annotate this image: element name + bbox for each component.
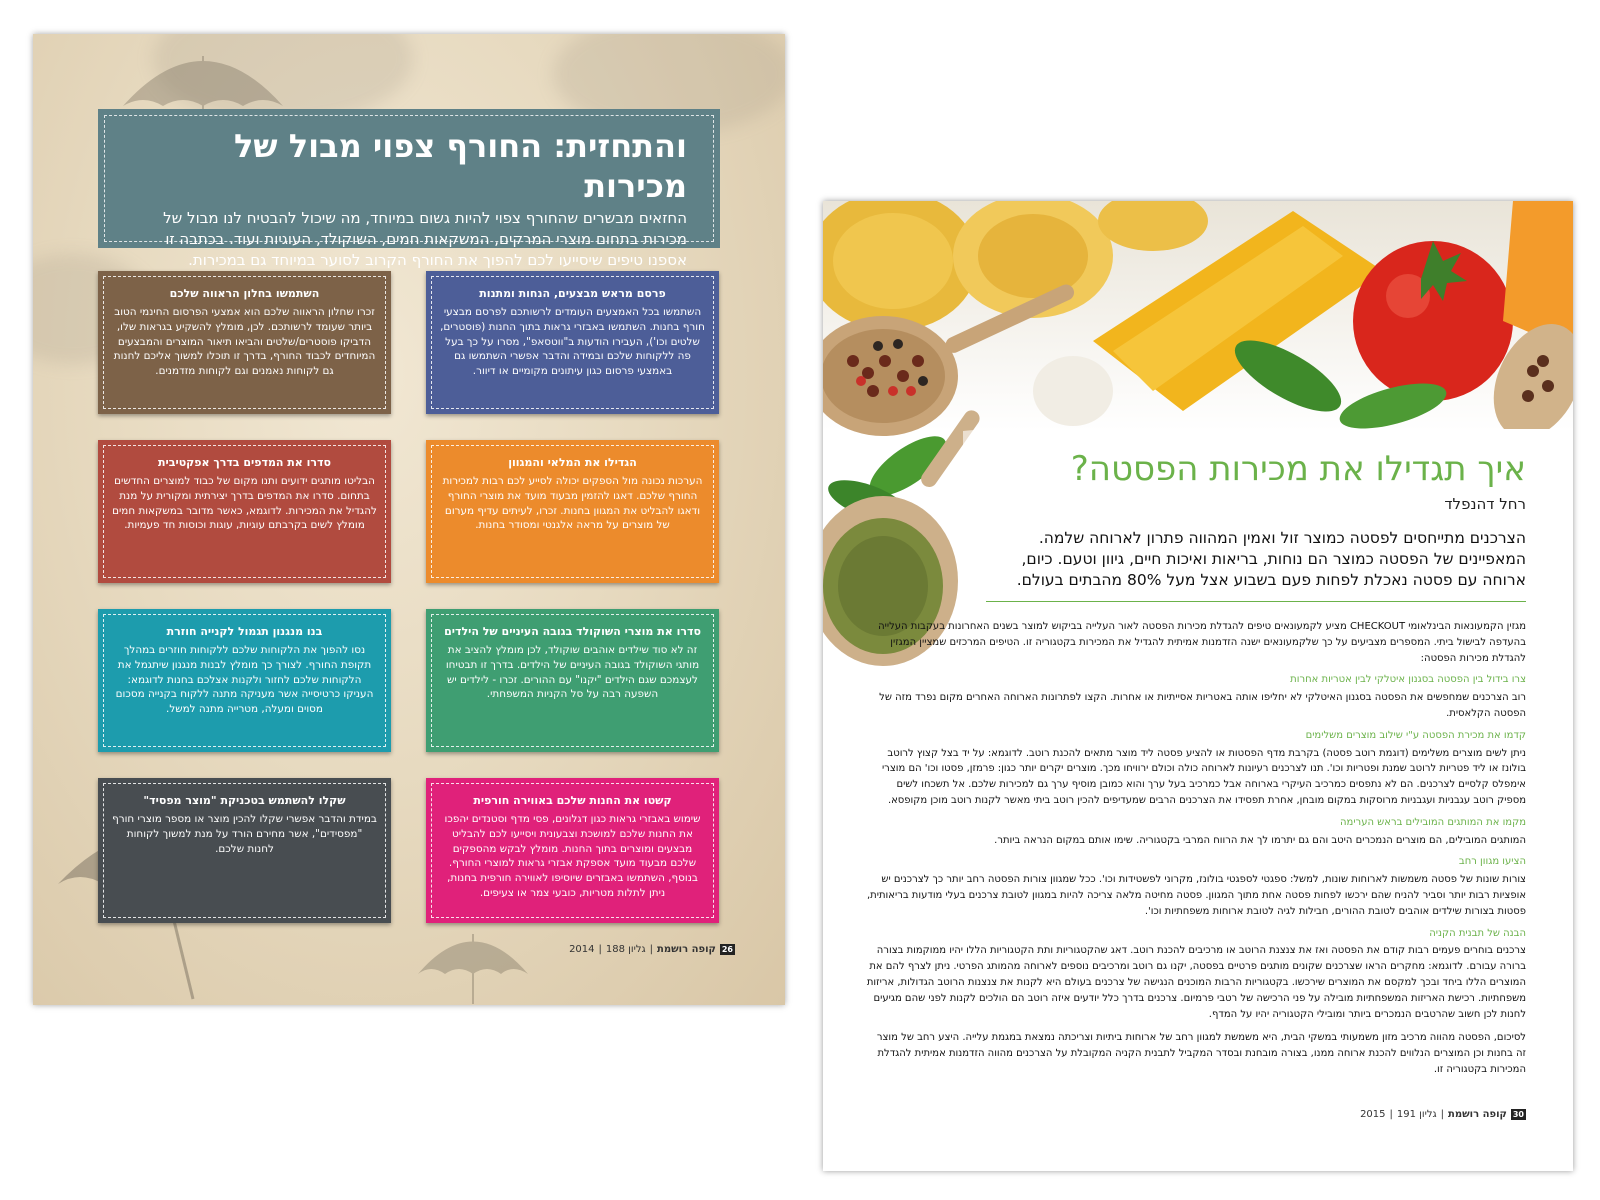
tip-card bbox=[426, 440, 719, 583]
page-footer bbox=[1360, 1109, 1526, 1120]
page-footer bbox=[569, 944, 735, 955]
footer-separator: | bbox=[1440, 1109, 1445, 1120]
section-text: צרכנים בוחרים פעמים רבות קודם את הפסטה ואז את צנצנת הרוטב או מרכיבים להכנת רוטב. דאג שהקטגוריות ותת הקטגוריות הללו יהיו ממוקמות בצורה ברורה עבורם. לדוגמא: מחקרים הראו שצרכנים שקונים מותגים פרטיים בפסטה, יקנו גם רוטב ומרכיבים נוספים לארוחה מהמותג הפרטי. ניתן לצרף להם את המוצרים הללו ביחד ובכך למקסם את המוצרים שירכשו. בקטגוריות הרבות המוכנים הנגישה של צרכנים בעולם היא לקנות את צנצנות הרוטב הגדולות, אריזות משפחתיות. רכישת האריזות המשפחתיות מובילה על פני הרכישה של רטבי פרמיום. צרכנים בדרך כלל יודעים איזה רוטב הם הולכים לקנות לפני שהם מגיעים לחנות לכן חשוב שהרטבים הנמכרים ביותר ומובילי הקטגוריה יהיו על המדף. bbox=[866, 945, 1526, 1020]
tip-card-title: קשטו את החנות שלכם באווירה חורפית bbox=[473, 794, 672, 807]
magazine-name: קופה רושמת bbox=[1448, 1109, 1507, 1120]
tip-card bbox=[98, 271, 391, 414]
tip-card-text: הערכות נכונה מול הספקים יכולה לסייע לכם רבות למכירות החורף שלכם. דאגו להזמין מבעוד מועד את מוצרי החורף ודאגו להבליט את המגוון בחנות. זכרו, לעיתים עדיף מערום של מוצרים על מראה אלגנטי ומסודר בחנות. bbox=[442, 475, 703, 532]
right-magazine-page bbox=[823, 201, 1573, 1171]
tip-card-title: בנו מנגנון תגמול לקנייה חוזרת bbox=[166, 625, 323, 638]
page-number: 26 bbox=[721, 945, 733, 954]
umbrella-icon bbox=[413, 914, 533, 1004]
article-lead: מגזין הקמעונאות הבינלאומי CHECKOUT מציע לקמעונאים טיפים להגדלת מכירות הפסטה לאור העלייה בביקוש למוצר בשנים האחרונות בעקבות העלייה בהעדפה לבישול ביתי. המספרים מצביעים על כך שלקמעונאים ישנה הזדמנות אמיתית להגדיל את המכירות בקטגוריה זו. הטיפים המרכזים שמציין המגזין להגדלת מכירות הפסטה: bbox=[878, 621, 1526, 664]
issue-year: 2014 bbox=[569, 944, 595, 955]
tip-card-text: במידת והדבר אפשרי שקלו להכין מוצר או מספר מוצרי חורף "מפסידים", אשר מחירם הורד על מנת למשוך לקוחות לחנות שלכם. bbox=[112, 813, 377, 855]
headline-text: החזאים מבשרים שהחורף צפוי להיות גשום במיוחד, מה שיכול להבטיח לנו מבול של מכירות בתחום מוצרי המרקים, המשקאות חמים, השוקולד, העוגיות ועוד. בכתבה זו אספנו טיפים שיסייעו לכם להפוך את החורף הקרוב לסוער במיוחד גם במכירות. bbox=[163, 209, 687, 269]
section-text: רוב הצרכנים שמחפשים את הפסטה בסגנון האיטלקי לא יחליפו אותה באטריות אסייתיות או אחרות. הקצו לפתרונות הארוחה האחרים מקום נפרד מזה של הפסטה הקלאסית. bbox=[879, 692, 1526, 719]
footer-separator: | bbox=[598, 944, 602, 955]
headline-title: והתחזית: החורף צפוי מבול של מכירות bbox=[233, 127, 687, 205]
tip-card-text: הבליטו מותגים ידועים ותנו מקום של כבוד למוצרים החדשים בתחום. סדרו את המדפים בדרך יצירתית ומקורית על מנת להגדיל את המכירות. לדוגמא, כאשר מדובר במשקאות חמים מומלץ לשים בקרבתם עוגיות, עוגות וכוסות חד פעמיות. bbox=[112, 475, 377, 532]
section-heading: הבנה של תבנית הקניה bbox=[1429, 927, 1526, 939]
tip-card bbox=[426, 271, 719, 414]
tip-card-title: סדרו את המדפים בדרך אפקטיבית bbox=[158, 456, 331, 469]
tip-card-text: נסו להפוך את הלקוחות שלכם ללקוחות חוזרים במהלך תקופת החורף. לצורך כך מומלץ לבנות מנגנון שיתגמל את הלקוחות שלכם לחזור ולקנות אצלכם בחנות לדוגמא: העניקו כרטיסייה אשר מעניקה מתנה ללקוח בקנייה מסכום מסוים ומעלה, מטרייה מתנה למשל. bbox=[115, 644, 374, 716]
article-author: רחל דהנפלד bbox=[1444, 495, 1526, 513]
issue-number: גליון 188 bbox=[605, 944, 646, 955]
article-closing: לסיכום, הפסטה מהווה מרכיב מזון משמעותי במשקי הבית, היא משמשת למגוון רחב של ארוחות ביתיות וצריכתה נמצאת במגמת עלייה. היצע רחב של מוצר זה בחנות וכן המוצרים הנלווים להכנת ארוחה ממנו, בצורה מובחנת ובסדר המקביל לתבנית הקניה המקובלת על הצרכנים מהווה הזדמנות אמיתית להגדלת המכירות בקטגוריה זו. bbox=[876, 1032, 1526, 1075]
tip-card-title: הגדילו את המלאי והמגוון bbox=[508, 456, 637, 469]
section-heading: הציעו מגוון רחב bbox=[1458, 856, 1526, 868]
footer-separator: | bbox=[649, 944, 654, 955]
tip-card bbox=[98, 440, 391, 583]
article-body bbox=[866, 619, 1526, 1080]
issue-year: 2015 bbox=[1360, 1109, 1386, 1120]
footer-separator: | bbox=[1389, 1109, 1393, 1120]
magazine-name: קופה רושמת bbox=[657, 944, 716, 955]
pasta-ingredients-photo bbox=[823, 201, 1573, 691]
tip-card-text: זה לא סוד שילדים אוהבים שוקולד, לכן מומלץ להציב את מותגי השוקולד בגובה העיניים של הילדים. בדרך זו תבטיחו לעצמכם שגם הילדים "יקנו" עם ההורים. זכרו - לילדים יש השפעה רבה על סל הקניות המשפחתי. bbox=[445, 644, 700, 701]
section-heading: קדמו את מכירת הפסטה ע"י שילוב מוצרים משלימים bbox=[1305, 729, 1526, 741]
tip-card-title: סדרו את מוצרי השוקולד בגובה העיניים של הילדים bbox=[444, 625, 701, 638]
left-magazine-page bbox=[33, 34, 785, 1005]
section-text: צורות שונות של פסטה משמשות לארוחות שונות, למשל: ספגטי לספגטי בולונז, מקרוני לפשטידות וכו'. ככל שמגוון צורות הפסטה רחב יותר כך לצרכנים יש אופציות רבות יותר וסביר להניח שהם ירכשו לפחות פסטה אחת מתוך המגוון. פסטה מחיטה מלאה צריכה להיות במגוון לטובת צרכנים בעלי מודעות בריאותית, פסטות בצורות שילדים אוהבים לטובת ההורים, חבילות לגיה לטובת ארוחות משפחתיות וכו'. bbox=[867, 874, 1526, 917]
tip-card-text: שימוש באבזרי גראות כגון דגלונים, פסי מדף וסטנדים יהפכו את החנות שלכם למושכת וצבעונית ויסייעו לכם להבליט מבצעים ומוצרים בתוך החנות. מומלץ לבקש מהספקים שלכם מבעוד מועד אספקת אבזרי גראות למוצרי החורף. בנוסף, השתמשו באבזרים שיוסיפו לאווירה חורפית בחנות, ניתן לתלות מטריות, כובעי צמר או צעיפים. bbox=[444, 813, 701, 899]
tip-card bbox=[426, 609, 719, 752]
article-header bbox=[1006, 449, 1526, 513]
tip-card-text: השתמשו בכל האמצעים העומדים לרשותכם לפרסם מבצעי חורף בחנות. השתמשו באבזרי גראות בתוך החנות (פוסטרים, שלטים וכו'), העבירו הודעות ב"ווטסאפ", מסרו על כך בעל פה ללקוחות שלכם ובמידה והדבר אפשרי השתמשו גם באמצעי פרסום כגון עיתונים מקומיים או דיוור. bbox=[440, 306, 705, 378]
page-number: 30 bbox=[1512, 1110, 1524, 1119]
section-text: המותגים המובילים, הם מוצרים הנמכרים היטב והם גם יתרמו לך את הרווח המרבי בקטגוריה. שימו אותם במקום הנראה ביותר. bbox=[994, 834, 1526, 846]
tip-card-text: זכרו שחלון הראווה שלכם הוא אמצעי הפרסום החינמי הטוב ביותר שעומד לרשותכם. לכן, מומלץ להשקיע בגראות שלו, הדביקו פוסטרים/שלטים והביאו תיאור המוצרים והמבצעים המיוחדים לכבוד החורף, בדרך זו תוכלו למשוך אליכם לחנות גם לקוחות נאמנים וגם לקוחות מזדמנים. bbox=[113, 306, 376, 378]
tip-card bbox=[98, 778, 391, 923]
section-heading: צרו בידול בין הפסטה בסגנון איטלקי לבין אטריות אחרות bbox=[1290, 674, 1526, 686]
tip-card-title: פרסם מראש מבצעים, הנחות ומתנות bbox=[479, 287, 666, 300]
article-intro: הצרכנים מתייחסים לפסטה כמוצר זול ואמין המהווה פתרון לארוחה שלמה. המאפיינים של הפסטה כמוצר הם נוחות, בריאות ואיכות חיים, גיוון וטעם. כיום, ארוחה עם פסטה נאכלת לפחות פעם בשבוע אצל מעל 80% מהבתים בעולם. bbox=[986, 528, 1526, 602]
tip-card-title: שקלו להשתמש בטכניקת "מוצר מפסיד" bbox=[143, 794, 346, 807]
tip-card bbox=[426, 778, 719, 923]
tip-card-title: השתמשו בחלון הראווה שלכם bbox=[169, 287, 320, 300]
article-title: איך תגדילו את מכירות הפסטה? bbox=[1070, 449, 1526, 489]
section-heading: מקמו את המותגים המובילים בראש הערימה bbox=[1340, 816, 1526, 828]
issue-number: גליון 191 bbox=[1396, 1109, 1437, 1120]
tip-card bbox=[98, 609, 391, 752]
section-text: ניתן לשים מוצרים משלימים (דוגמת רוטב פסטה) בקרבת מדף הפסטות או להציע פסטה ליד מוצר מתאים להכנת רוטב. לדוגמא: על יד בצל קצוץ לרוטב בולונז או ליד פטריות לרוטב שמנת ופטריות וכו'. תנו לצרכנים רעיונות לארוחה כולה וכולם ירוויחו מכך. מוצרים יקרים יותר כגון: פרמזן, פסטו וכו' הם מוצרי אימפלס קלסיים לצרכנים. הם לא נתפסים כמרכיב העיקרי בארוחה אבל כמרכיב בעל ערך והוא כמובן מוסיף ערך גם למכירות שלכם. אל תשכחו לשים מספיק רוטב עגבניות ועגבניות מרוסקות במקום מובחן, אחרת תפסידו את הצרכנים הרבים שמעדיפים להכין רוטב ביתי מאשר לקנות רוטב מוכן מקופסא. bbox=[881, 747, 1526, 806]
headline-banner bbox=[98, 109, 720, 269]
